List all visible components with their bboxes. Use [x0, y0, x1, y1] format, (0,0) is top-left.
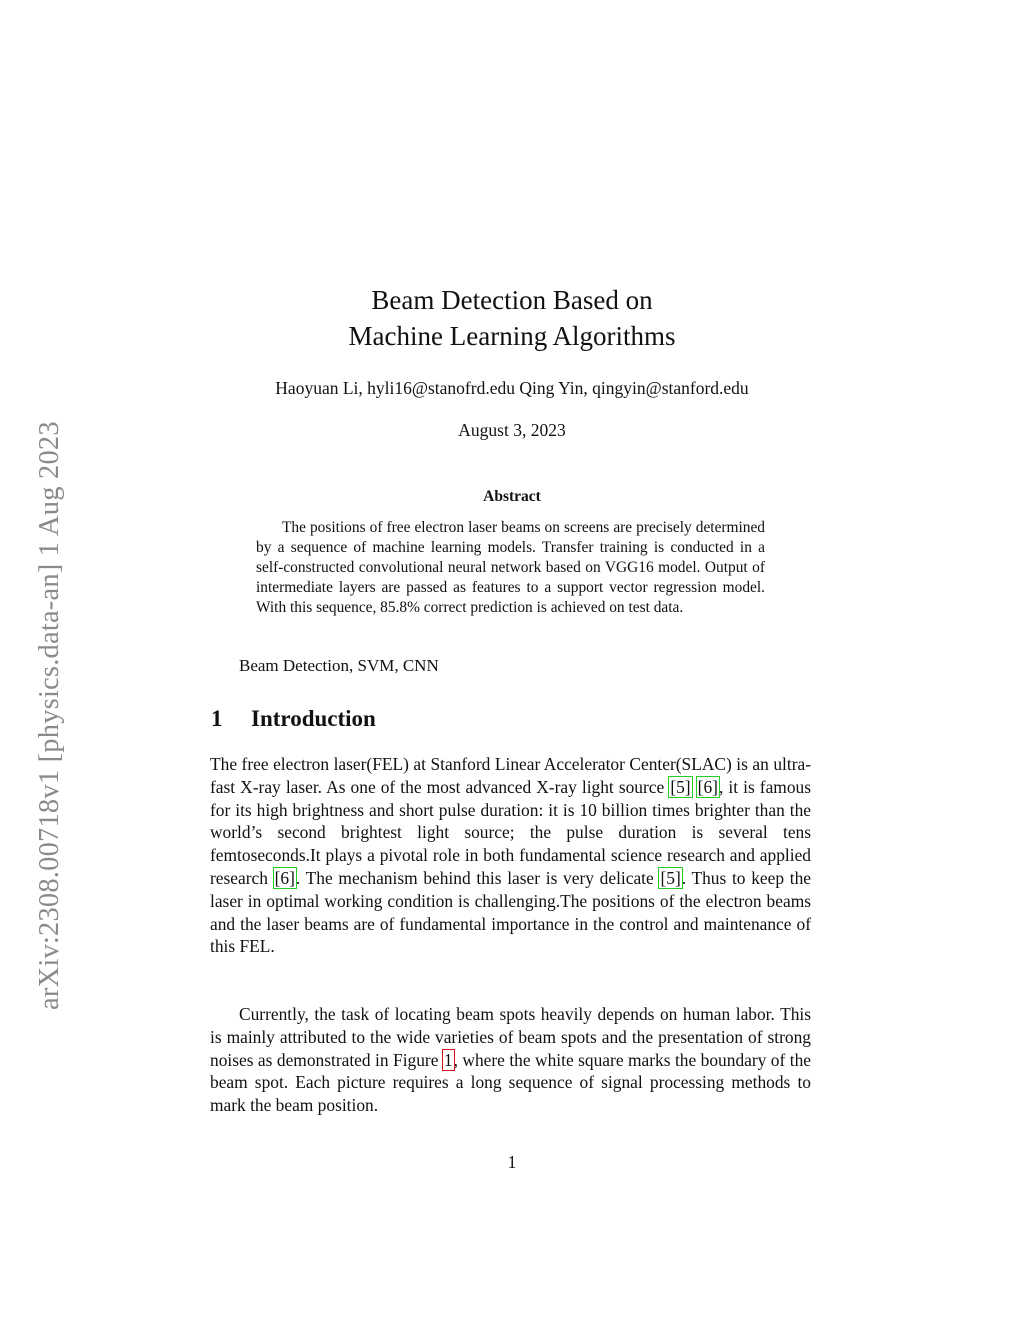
date: August 3, 2023 — [458, 420, 566, 440]
citation-link[interactable]: [6] — [697, 776, 718, 797]
section-heading — [211, 706, 376, 732]
abstract-heading: Abstract — [483, 488, 541, 505]
intro-paragraph-2 — [210, 1003, 811, 1117]
text-span — [692, 777, 697, 797]
citation-link[interactable]: [5] — [670, 776, 691, 797]
intro-paragraph-1 — [210, 753, 811, 958]
keywords: Beam Detection, SVM, CNN — [239, 656, 439, 675]
text-span: The free electron laser(FEL) at Stanford Linear Accelerator Center(SLAC) is an ultra-fast X-ray laser. As one of the most advanced X-ray light source — [210, 754, 811, 797]
paper-title — [0, 282, 1024, 354]
abstract-text: The positions of free electron laser beams on screens are precisely determined by a sequence of machine learning models. Transfer training is conducted in a self-constructed convolutional neural network based on VGG16 model. Output of intermediate layers are passed as features to a support vector regression model. With this sequence, 85.8% correct prediction is achieved on test data. — [256, 519, 765, 616]
arxiv-identifier: arXiv:2308.00718v1 [physics.data-an] 1 Aug 2023 — [34, 421, 65, 1010]
text-span: . Thus to keep the laser in optimal working condition is challenging.The positions of the electron beams and the laser beams are of fundamental importance in the control and maintenance of this FEL. — [210, 867, 811, 957]
section-title: Introduction — [251, 706, 376, 731]
text-span: , where the white square marks the boundary of the beam spot. Each picture requires a long sequence of signal processing methods to mark the beam position. — [210, 1049, 811, 1116]
text-span: . The mechanism behind this laser is very delicate — [295, 867, 660, 888]
citation-link[interactable]: [6] — [274, 867, 295, 888]
title-line-2: Machine Learning Algorithms — [348, 321, 676, 351]
citation-link[interactable]: [5] — [660, 867, 681, 888]
text-span: , it is famous for its high brightness and short pulse duration: it is 10 billion times brighter than the world’s second brightest light source; the pulse duration is several tens femtoseconds.It plays a pivotal role in both fundamental science research and applied research — [210, 776, 811, 888]
title-line-1: Beam Detection Based on — [371, 285, 653, 315]
section-number: 1 — [211, 706, 223, 731]
text-span: Currently, the task of locating beam spots heavily depends on human labor. This is mainly attributed to the wide varieties of beam spots and the presentation of strong noises as demonstrated in Figure — [210, 1004, 811, 1070]
authors: Haoyuan Li, hyli16@stanofrd.edu Qing Yin, qingyin@stanford.edu — [275, 378, 749, 398]
page-number: 1 — [507, 1152, 517, 1172]
figure-ref-link[interactable]: 1 — [443, 1049, 453, 1070]
